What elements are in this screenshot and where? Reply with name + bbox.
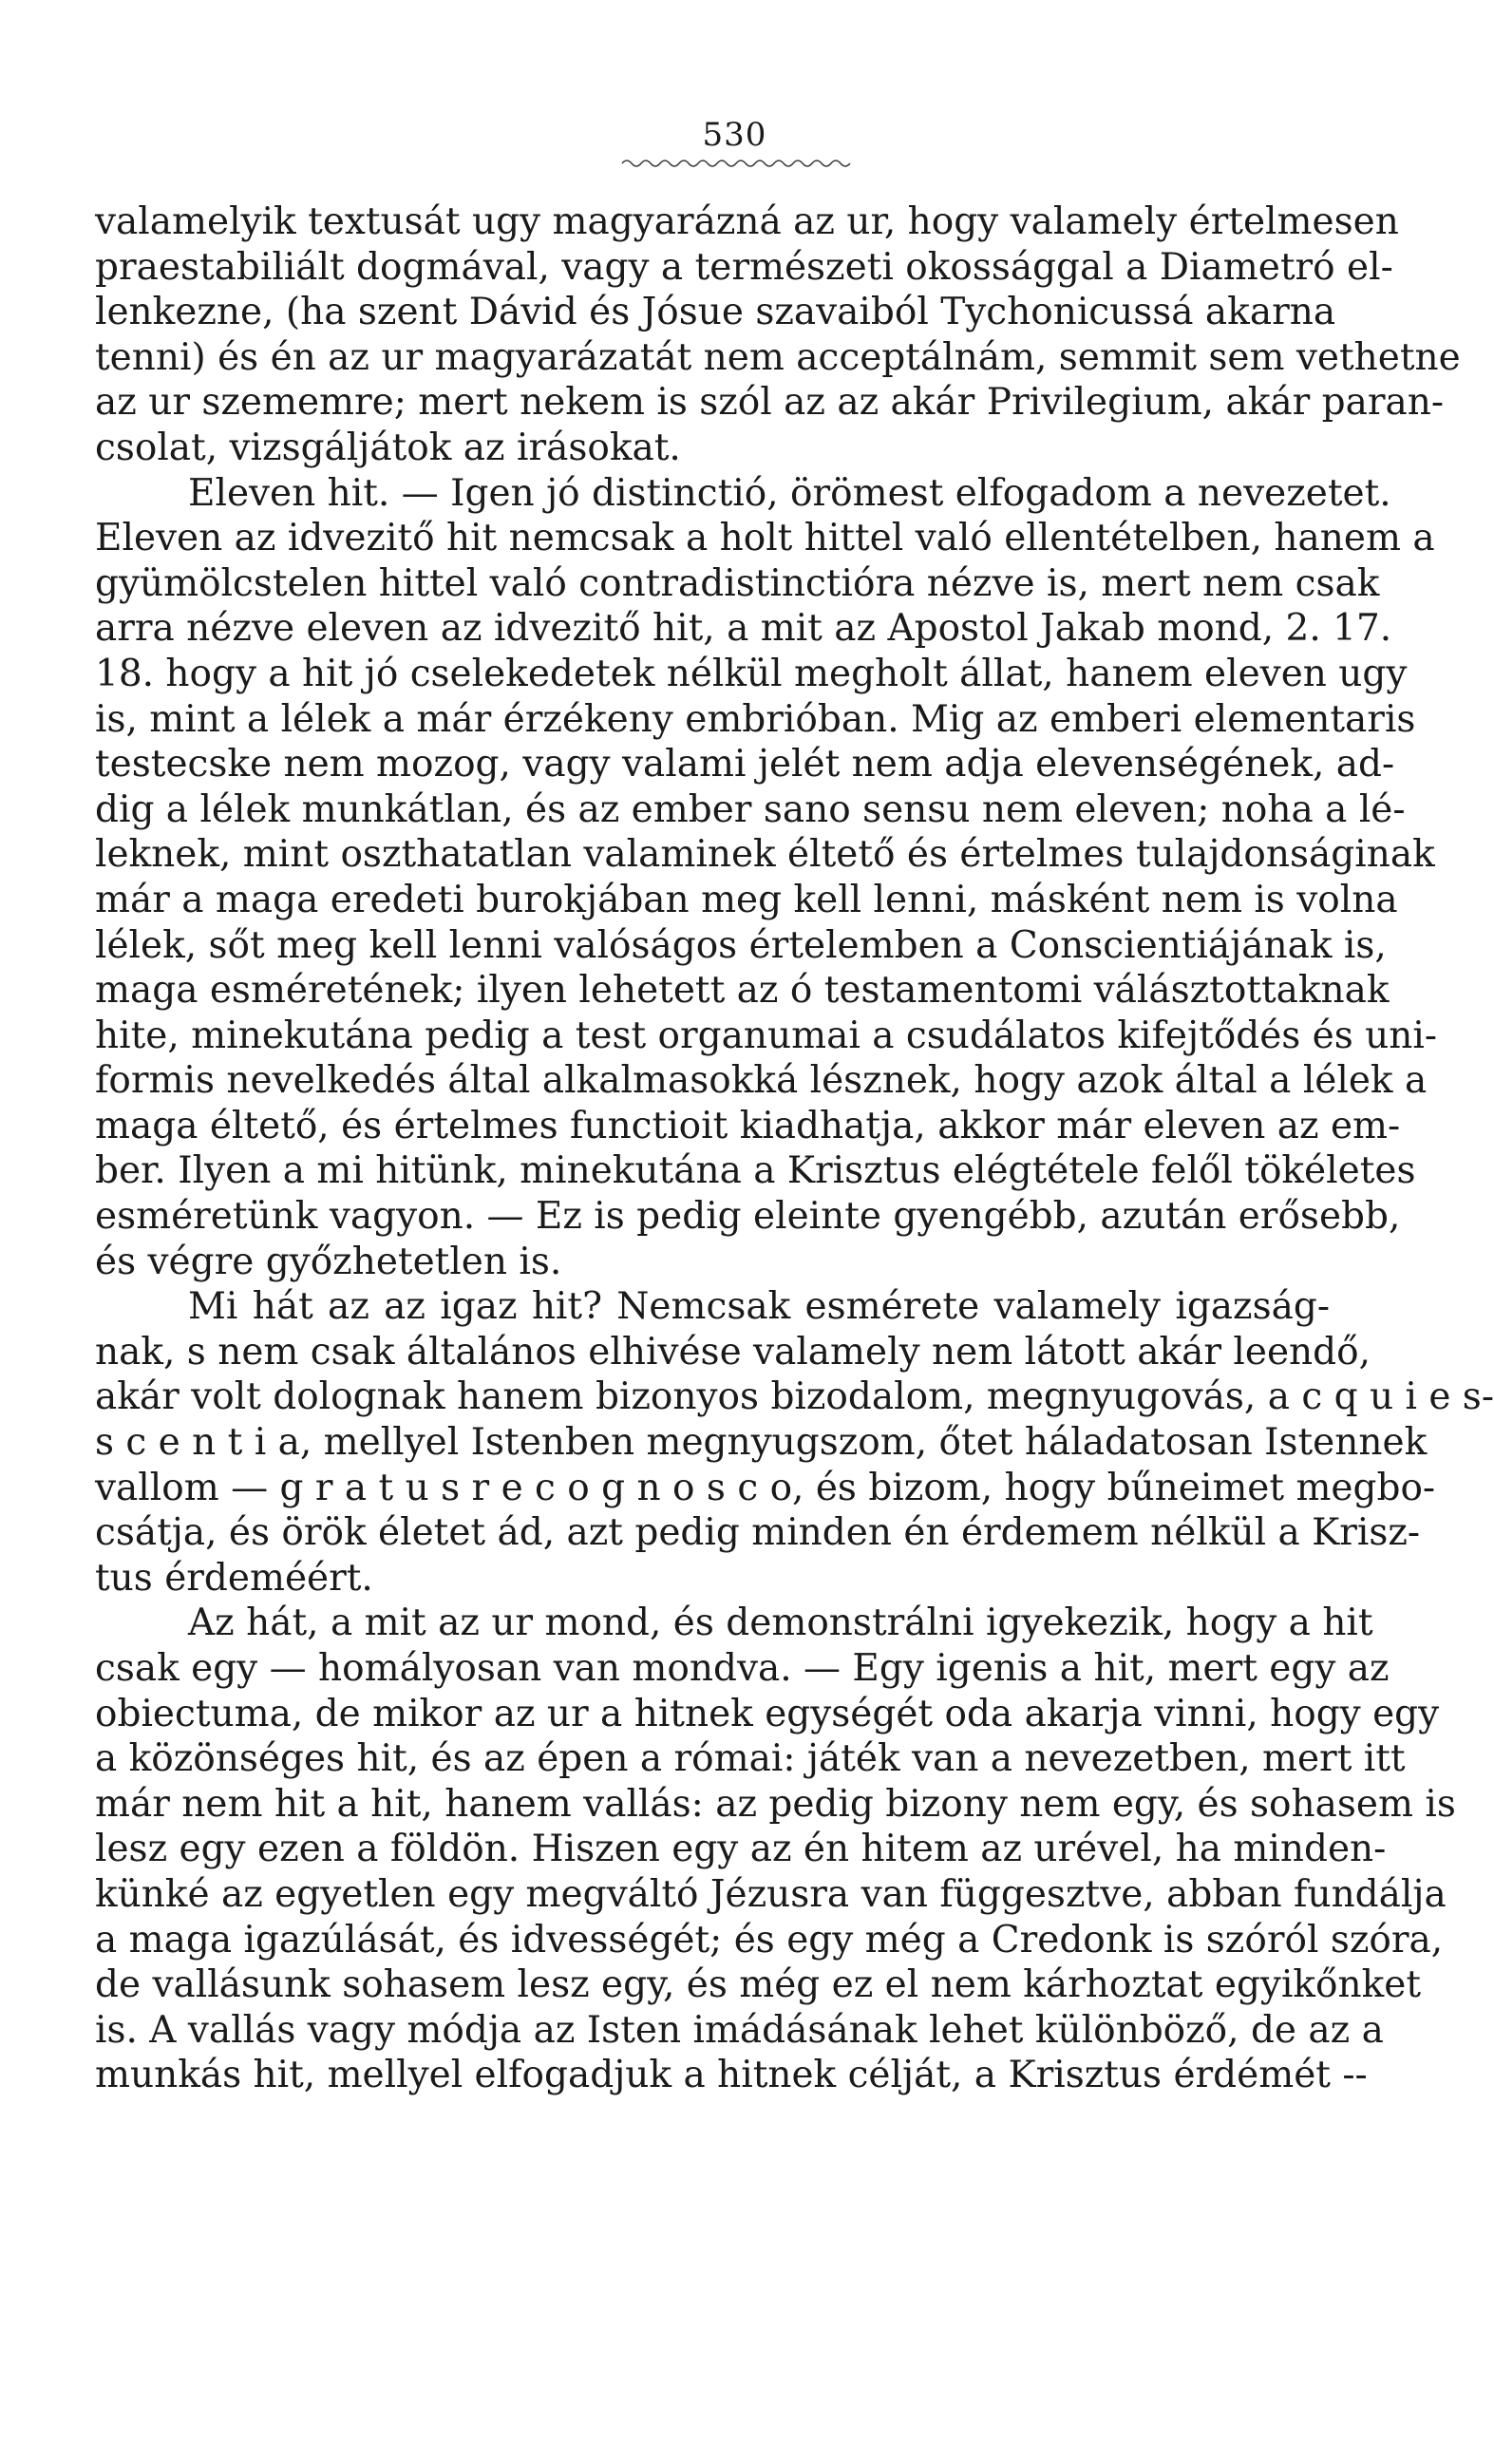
text-line: lenkezne, (ha szent Dávid és Jósue szavaiból Tychonicussá akarna xyxy=(95,291,1336,334)
text-line: hite, minekutána pedig a test organumai a csudálatos kifejtődés és uni- xyxy=(95,1014,1438,1057)
text-line: tus érdeméért. xyxy=(95,1556,373,1600)
text-line: maga esméretének; ilyen lehetett az ó testamentomi válásztottaknak xyxy=(95,969,1390,1013)
wavy-rule-ornament xyxy=(622,158,850,169)
paragraph-start: Az hát, a mit az ur mond, és demonstrálni igyekezik, hogy a hit xyxy=(188,1602,1373,1645)
text-line: testecske nem mozog, vagy valami jelét nem adja elevenségének, ad- xyxy=(95,743,1395,787)
text-line: 18. hogy a hit jó cselekedetek nélkül megholt állat, hanem eleven ugy xyxy=(95,652,1408,695)
text-line: lélek, sőt meg kell lenni valóságos értelemben a Conscientiájának is, xyxy=(95,923,1387,967)
page-number: 530 xyxy=(702,116,767,154)
text-line: vallom — g r a t u s r e c o g n o s c o, és bizom, hogy bűneimet megbo- xyxy=(95,1466,1436,1509)
text-line: tenni) és én az ur magyarázatát nem acceptálnám, semmit sem vethetne xyxy=(95,335,1461,379)
text-line: a közönséges hit, és az épen a római: játék van a nevezetben, mert itt xyxy=(95,1737,1406,1781)
text-line: gyümölcstelen hittel való contradistinctióra nézve is, mert nem csak xyxy=(95,561,1380,605)
text-line: a maga igazúlását, és idvességét; és egy még a Credonk is szóról szóra, xyxy=(95,1918,1444,1962)
text-line: lesz egy ezen a földön. Hiszen egy az én hitem az urével, ha minden- xyxy=(95,1828,1387,1871)
text-line: leknek, mint oszthatatlan valaminek éltető és értelmes tulajdonságinak xyxy=(95,833,1435,877)
text-line: nak, s nem csak általános elhivése valamely nem látott akár leendő, xyxy=(95,1330,1371,1374)
text-line: arra nézve eleven az idvezitő hit, a mit az Apostol Jakab mond, 2. 17. xyxy=(95,607,1392,651)
text-line: maga éltető, és értelmes functioit kiadhatja, akkor már eleven az em- xyxy=(95,1104,1401,1147)
text-line: csátja, és örök életet ád, azt pedig minden én érdemem nélkül a Krisz- xyxy=(95,1511,1421,1555)
text-line: valamelyik textusát ugy magyarázná az ur, hogy valamely értelmesen xyxy=(95,200,1399,243)
text-line: akár volt dolognak hanem bizonyos bizodalom, megnyugovás, a c q u i e s- xyxy=(95,1375,1494,1419)
text-line: dig a lélek munkátlan, és az ember sano sensu nem eleven; noha a lé- xyxy=(95,787,1406,831)
text-line: esméretünk vagyon. — Ez is pedig eleinte gyengébb, azután erősebb, xyxy=(95,1195,1401,1239)
text-line: és végre győzhetetlen is. xyxy=(95,1240,562,1283)
text-line: csak egy — homályosan van mondva. — Egy igenis a hit, mert egy az xyxy=(95,1647,1390,1690)
paragraph-start: Eleven hit. — Igen jó distinctió, örömest elfogadom a nevezetet. xyxy=(188,471,1391,515)
text-line: csolat, vizsgáljátok az irásokat. xyxy=(95,426,681,469)
text-line: s c e n t i a, mellyel Istenben megnyugszom, őtet háladatosan Istennek xyxy=(95,1421,1428,1465)
text-line: is. A vallás vagy módja az Isten imádásának lehet különböző, de az a xyxy=(95,2008,1384,2052)
text-line: már nem hit a hit, hanem vallás: az pedig bizony nem egy, és sohasem is xyxy=(95,1782,1456,1826)
body-text xyxy=(95,199,1494,2098)
text-line: obiectuma, de mikor az ur a hitnek egységét oda akarja vinni, hogy egy xyxy=(95,1692,1440,1735)
text-line: az ur szememre; mert nekem is szól az az akár Privilegium, akár paran- xyxy=(95,381,1445,425)
text-line: Eleven az idvezitő hit nemcsak a holt hittel való ellentételben, hanem a xyxy=(95,517,1435,560)
text-line: formis nevelkedés által alkalmasokká lésznek, hogy azok által a lélek a xyxy=(95,1059,1428,1103)
paragraph-start: Mi hát az az igaz hit? Nemcsak esmérete valamely igazság- xyxy=(188,1285,1330,1329)
text-line: de vallásunk sohasem lesz egy, és még ez el nem kárhoztat egyikőnket xyxy=(95,1963,1422,2007)
text-line: már a maga eredeti burokjában meg kell lenni, másként nem is volna xyxy=(95,878,1398,921)
text-line: ber. Ilyen a mi hitünk, minekutána a Krisztus elégtétele felől tökéletes xyxy=(95,1149,1416,1193)
text-line: munkás hit, mellyel elfogadjuk a hitnek célját, a Krisztus érdémét -- xyxy=(95,2054,1368,2097)
text-line: is, mint a lélek a már érzékeny embrióban. Mig az emberi elementaris xyxy=(95,697,1416,741)
text-line: künké az egyetlen egy megváltó Jézusra van függesztve, abban fundálja xyxy=(95,1872,1447,1916)
text-line: praestabiliált dogmával, vagy a természeti okossággal a Diametró el- xyxy=(95,245,1393,289)
